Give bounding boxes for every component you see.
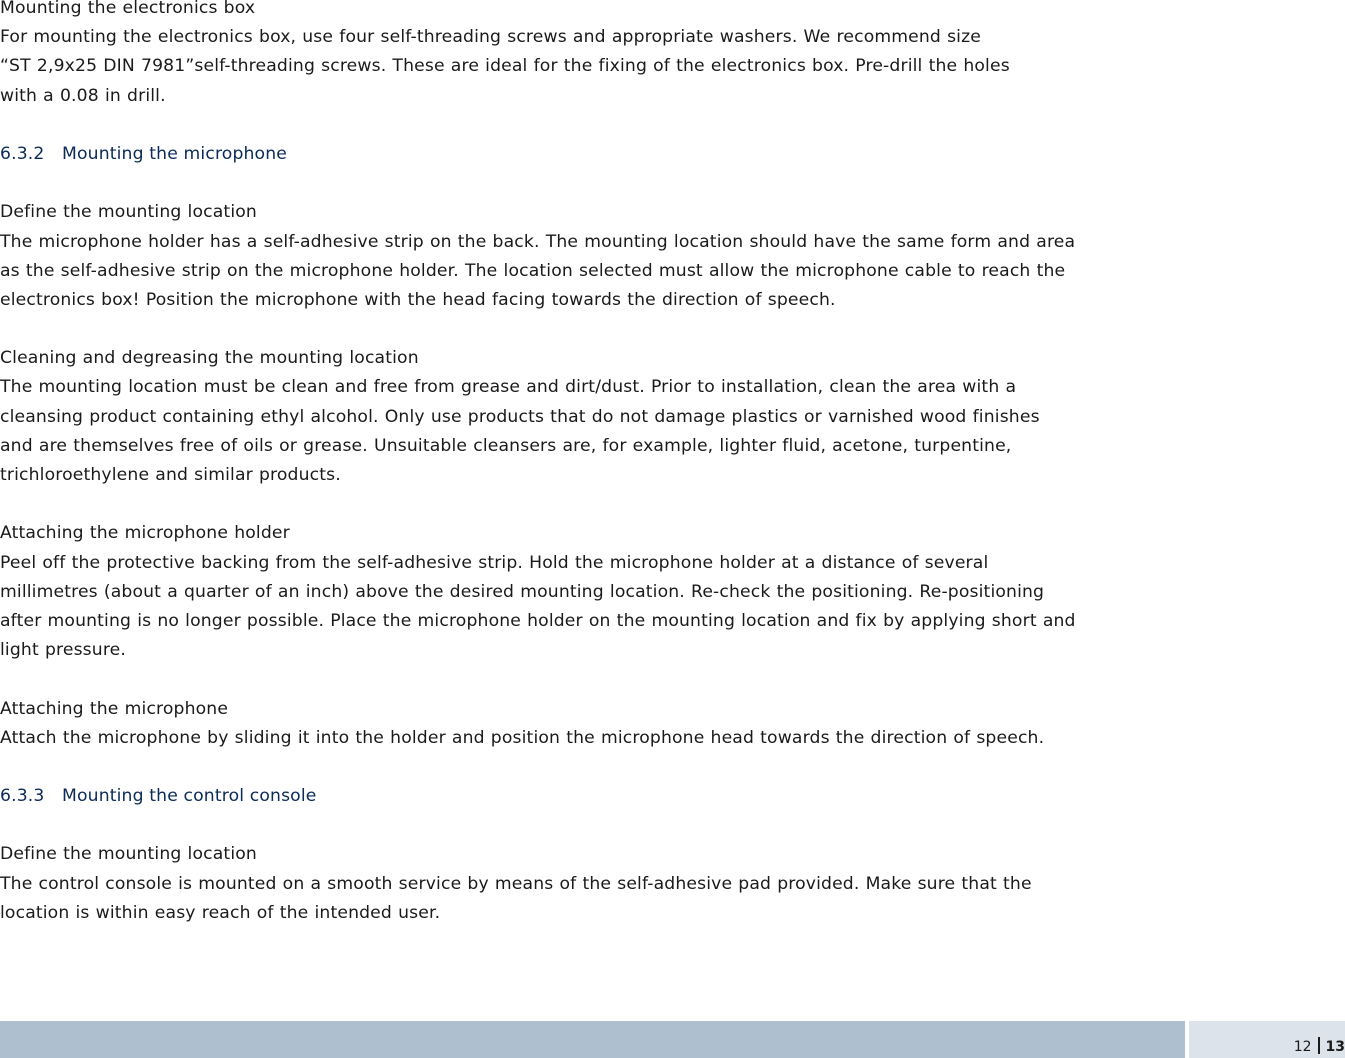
- section-heading: [0, 140, 1180, 169]
- paragraph-subheading: Attaching the microphone holder: [0, 523, 290, 544]
- page-separator: [1318, 1037, 1320, 1054]
- page-number-left: 12: [1293, 1039, 1312, 1055]
- paragraph-subheading: Attaching the microphone: [0, 698, 229, 719]
- paragraph-subheading: Define the mounting location: [0, 202, 257, 223]
- text-line: Peel off the protective backing from the self-adhesive strip. Hold the microphone holder at a distance of several: [0, 552, 989, 573]
- text-line: trichloroethylene and similar products.: [0, 465, 341, 485]
- paragraph-subheading: Mounting the electronics box: [0, 0, 256, 18]
- paragraph-gap: [0, 490, 1180, 519]
- text-line: electronics box! Position the microphone with the head facing towards the direction of speech.: [0, 289, 836, 310]
- paragraph: [0, 0, 1180, 111]
- paragraph-gap: [0, 665, 1180, 694]
- text-line: light pressure.: [0, 640, 127, 661]
- paragraph-gap: [0, 111, 1180, 140]
- text-line: as the self-adhesive strip on the microphone holder. The location selected must allow the microphone cable to reach the: [0, 260, 1066, 281]
- text-line: “ST 2,9x25 DIN 7981”self-threading screws. These are ideal for the fixing of the electronics box. Pre-drill the holes: [0, 56, 1010, 77]
- text-line: with a 0.08 in drill.: [0, 85, 166, 106]
- section-title: Mounting the microphone: [62, 143, 287, 164]
- text-line: The control console is mounted on a smooth service by means of the self-adhesive pad provided. Make sure that the: [0, 873, 1032, 894]
- section-number: 6.3.3: [0, 786, 45, 807]
- paragraph: [0, 344, 1180, 490]
- paragraph-gap: [0, 753, 1180, 782]
- text-line: Attach the microphone by sliding it into the holder and position the microphone head towards the direction of speech.: [0, 727, 1045, 748]
- paragraph: [0, 519, 1180, 665]
- paragraph-subheading: Define the mounting location: [0, 844, 257, 865]
- paragraph-gap: [0, 315, 1180, 344]
- paragraph-gap: [0, 169, 1180, 198]
- text-line: cleansing product containing ethyl alcohol. Only use products that do not damage plastics or varnished wood finishes: [0, 406, 1040, 427]
- section-heading: [0, 782, 1180, 811]
- paragraph: [0, 840, 1180, 928]
- page-numbers: [1294, 1036, 1345, 1058]
- footer-bar: [0, 1021, 1185, 1058]
- text-line: The microphone holder has a self-adhesive strip on the back. The mounting location should have the same form and area: [0, 231, 1076, 252]
- paragraph: [0, 198, 1180, 315]
- paragraph: [0, 695, 1180, 753]
- text-line: For mounting the electronics box, use four self-threading screws and appropriate washers. We recommend size: [0, 27, 982, 48]
- text-line: location is within easy reach of the intended user.: [0, 902, 441, 923]
- paragraph-gap: [0, 811, 1180, 840]
- page-number-right: 13: [1325, 1039, 1345, 1055]
- text-line: millimetres (about a quarter of an inch) above the desired mounting location. Re-check the positioning. Re-positioning: [0, 581, 1045, 602]
- paragraph-subheading: Cleaning and degreasing the mounting location: [0, 348, 419, 369]
- text-line: The mounting location must be clean and free from grease and dirt/dust. Prior to installation, clean the area with a: [0, 377, 1017, 398]
- text-line: and are themselves free of oils or grease. Unsuitable cleansers are, for example, lighter fluid, acetone, turpentine,: [0, 435, 1012, 456]
- section-title: Mounting the control console: [62, 786, 317, 807]
- section-number: 6.3.2: [0, 143, 45, 164]
- text-line: after mounting is no longer possible. Place the microphone holder on the mounting location and fix by applying short and: [0, 610, 1076, 631]
